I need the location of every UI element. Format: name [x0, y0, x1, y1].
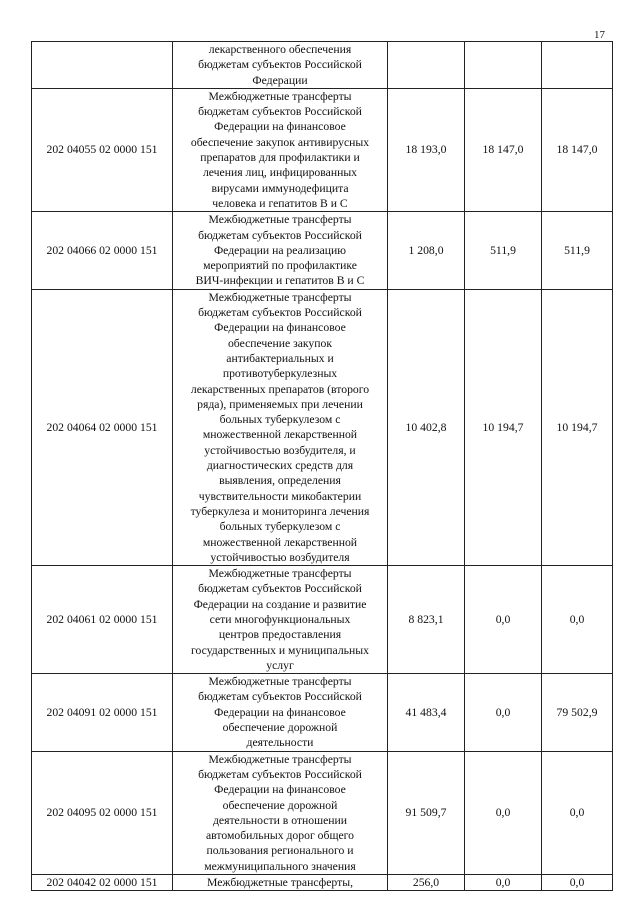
budget-code: 202 04095 02 0000 151 [32, 751, 173, 874]
budget-code: 202 04064 02 0000 151 [32, 289, 173, 565]
transfer-description: Межбюджетные трансферты бюджетам субъектов Российской Федерации на финансовое обеспечение закупок антибактериальных и противотуберкулезных лекарственных препаратов (второго ряда), применяемых при лечении больных туберкулезом с множественной лекарственной устойчивостью возбудителя, и диагностических средств для выявления, определения чувствительности микобактерии туберкулеза и мониторинга лечения больных туберкулезом с множественной лекарственной устойчивостью возбудителя [173, 289, 388, 565]
amount-col1 [388, 42, 465, 89]
amount-col2: 0,0 [465, 566, 542, 674]
table-row [32, 42, 613, 89]
budget-code: 202 04066 02 0000 151 [32, 212, 173, 289]
amount-col1: 91 509,7 [388, 751, 465, 874]
amount-col3 [542, 42, 613, 89]
transfer-description: лекарственного обеспечения бюджетам субъектов Российской Федерации [173, 42, 388, 89]
amount-col3: 0,0 [542, 566, 613, 674]
table-row [32, 674, 613, 751]
amount-col2: 10 194,7 [465, 289, 542, 565]
amount-col2: 511,9 [465, 212, 542, 289]
amount-col3: 18 147,0 [542, 88, 613, 211]
transfer-description: Межбюджетные трансферты бюджетам субъектов Российской Федерации на финансовое обеспечение дорожной деятельности [173, 674, 388, 751]
table-row [32, 289, 613, 565]
amount-col1: 256,0 [388, 875, 465, 891]
budget-code [32, 42, 173, 89]
transfer-description: Межбюджетные трансферты бюджетам субъектов Российской Федерации на создание и развитие сети многофункциональных центров предоставления государственных и муниципальных услуг [173, 566, 388, 674]
budget-table [31, 41, 613, 891]
transfer-description: Межбюджетные трансферты, [173, 875, 388, 891]
table-row [32, 212, 613, 289]
amount-col3: 511,9 [542, 212, 613, 289]
amount-col2: 0,0 [465, 875, 542, 891]
amount-col2: 0,0 [465, 751, 542, 874]
table-row [32, 566, 613, 674]
amount-col2 [465, 42, 542, 89]
amount-col2: 18 147,0 [465, 88, 542, 211]
budget-code: 202 04061 02 0000 151 [32, 566, 173, 674]
budget-code: 202 04042 02 0000 151 [32, 875, 173, 891]
amount-col2: 0,0 [465, 674, 542, 751]
table-row [32, 88, 613, 211]
page-number: 17 [594, 29, 605, 41]
amount-col1: 18 193,0 [388, 88, 465, 211]
amount-col3: 0,0 [542, 875, 613, 891]
transfer-description: Межбюджетные трансферты бюджетам субъектов Российской Федерации на реализацию мероприятий по профилактике ВИЧ-инфекции и гепатитов В и С [173, 212, 388, 289]
amount-col3: 10 194,7 [542, 289, 613, 565]
table-row [32, 875, 613, 891]
amount-col1: 10 402,8 [388, 289, 465, 565]
transfer-description: Межбюджетные трансферты бюджетам субъектов Российской Федерации на финансовое обеспечение дорожной деятельности в отношении автомобильных дорог общего пользования регионального и межмуниципального значения [173, 751, 388, 874]
amount-col1: 8 823,1 [388, 566, 465, 674]
table-row [32, 751, 613, 874]
amount-col1: 1 208,0 [388, 212, 465, 289]
amount-col1: 41 483,4 [388, 674, 465, 751]
budget-code: 202 04055 02 0000 151 [32, 88, 173, 211]
amount-col3: 0,0 [542, 751, 613, 874]
budget-code: 202 04091 02 0000 151 [32, 674, 173, 751]
amount-col3: 79 502,9 [542, 674, 613, 751]
transfer-description: Межбюджетные трансферты бюджетам субъектов Российской Федерации на финансовое обеспечение закупок антивирусных препаратов для профилактики и лечения лиц, инфицированных вирусами иммунодефицита человека и гепатитов В и С [173, 88, 388, 211]
